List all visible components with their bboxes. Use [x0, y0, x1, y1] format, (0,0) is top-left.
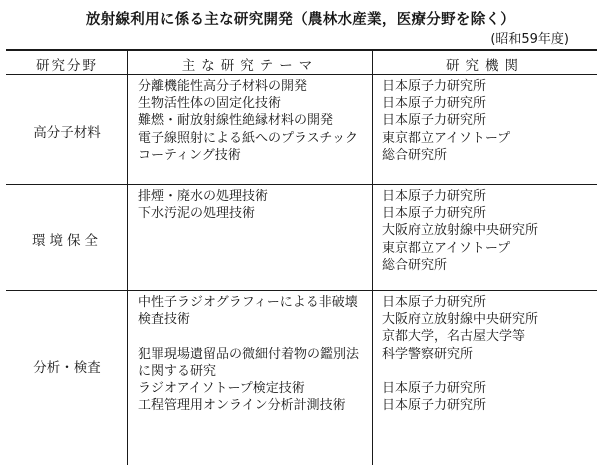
- institution-line: 総合研究所: [382, 257, 448, 273]
- header-divider: [6, 74, 597, 75]
- header-research-field: 研究分野: [36, 58, 98, 74]
- institutions-analysis: [382, 294, 592, 414]
- institution-line: 日本原子力研究所: [382, 206, 487, 222]
- field-analysis-inspection: 分析・検査: [33, 360, 101, 376]
- topic-line: 工程管理用オンライン分析計測技術: [138, 398, 346, 414]
- field-environmental-protection: 環境保全: [32, 233, 102, 249]
- institution-line: 日本原子力研究所: [382, 96, 487, 112]
- institution-line: 日本原子力研究所: [382, 189, 487, 204]
- fiscal-year-note: (昭和59年度): [490, 32, 569, 47]
- institution-line: 日本原子力研究所: [382, 398, 487, 414]
- topic-line: 犯罪現場遺留品の微細付着物の鑑別法: [138, 346, 360, 362]
- section-divider-2: [6, 290, 597, 291]
- institution-line: 日本原子力研究所: [382, 113, 487, 129]
- table-title: 放射線利用に係る主な研究開発（農林水産業，医療分野を除く）: [85, 12, 516, 28]
- column-divider-2: [372, 50, 373, 465]
- topic-line: 下水汚泥の処理技術: [138, 206, 256, 222]
- institution-line: 東京都立アイソトープ: [382, 240, 511, 256]
- topic-line: 排煙・廃水の処理技術: [138, 189, 269, 204]
- institution-line: 総合研究所: [382, 147, 448, 163]
- topic-line: コーティング技術: [138, 147, 241, 163]
- topics-polymer: [138, 78, 370, 164]
- topics-analysis: [138, 294, 370, 414]
- topic-line: に関する研究: [138, 363, 217, 379]
- institution-line: 科学警察研究所: [382, 346, 474, 362]
- institution-line: 京都大学，名古屋大学等: [382, 329, 526, 345]
- header-institution: 研究機関: [446, 58, 524, 74]
- topic-line: 生物活性体の固定化技術: [138, 96, 282, 112]
- topic-line: 電子線照射による紙へのプラスチック: [138, 130, 358, 146]
- topic-line: ラジオアイソトープ検定技術: [138, 380, 305, 396]
- topics-environment: [138, 188, 370, 222]
- institution-line: 日本原子力研究所: [382, 295, 487, 310]
- institution-line: 日本原子力研究所: [382, 380, 487, 396]
- topic-line: 難燃・耐放射線性絶縁材料の開発: [138, 113, 334, 129]
- institution-line: 大阪府立放射線中央研究所: [382, 312, 539, 328]
- field-polymer-materials: 高分子材料: [33, 125, 101, 141]
- institution-line: [382, 363, 592, 380]
- topic-line: 検査技術: [138, 312, 191, 328]
- institutions-environment: [382, 188, 592, 274]
- institution-line: 大阪府立放射線中央研究所: [382, 223, 539, 239]
- topic-line: 分離機能性高分子材料の開発: [138, 79, 308, 94]
- header-main-topic: 主な研究テーマ: [181, 58, 319, 74]
- institution-line: 東京都立アイソトープ: [382, 130, 511, 146]
- institutions-polymer: [382, 78, 592, 164]
- section-divider-1: [6, 184, 597, 185]
- topic-line: 中性子ラジオグラフィーによる非破壊: [138, 295, 358, 310]
- topic-line: [138, 328, 370, 345]
- table-top-border: [6, 49, 597, 51]
- institution-line: 日本原子力研究所: [382, 79, 487, 94]
- column-divider-1: [127, 50, 128, 465]
